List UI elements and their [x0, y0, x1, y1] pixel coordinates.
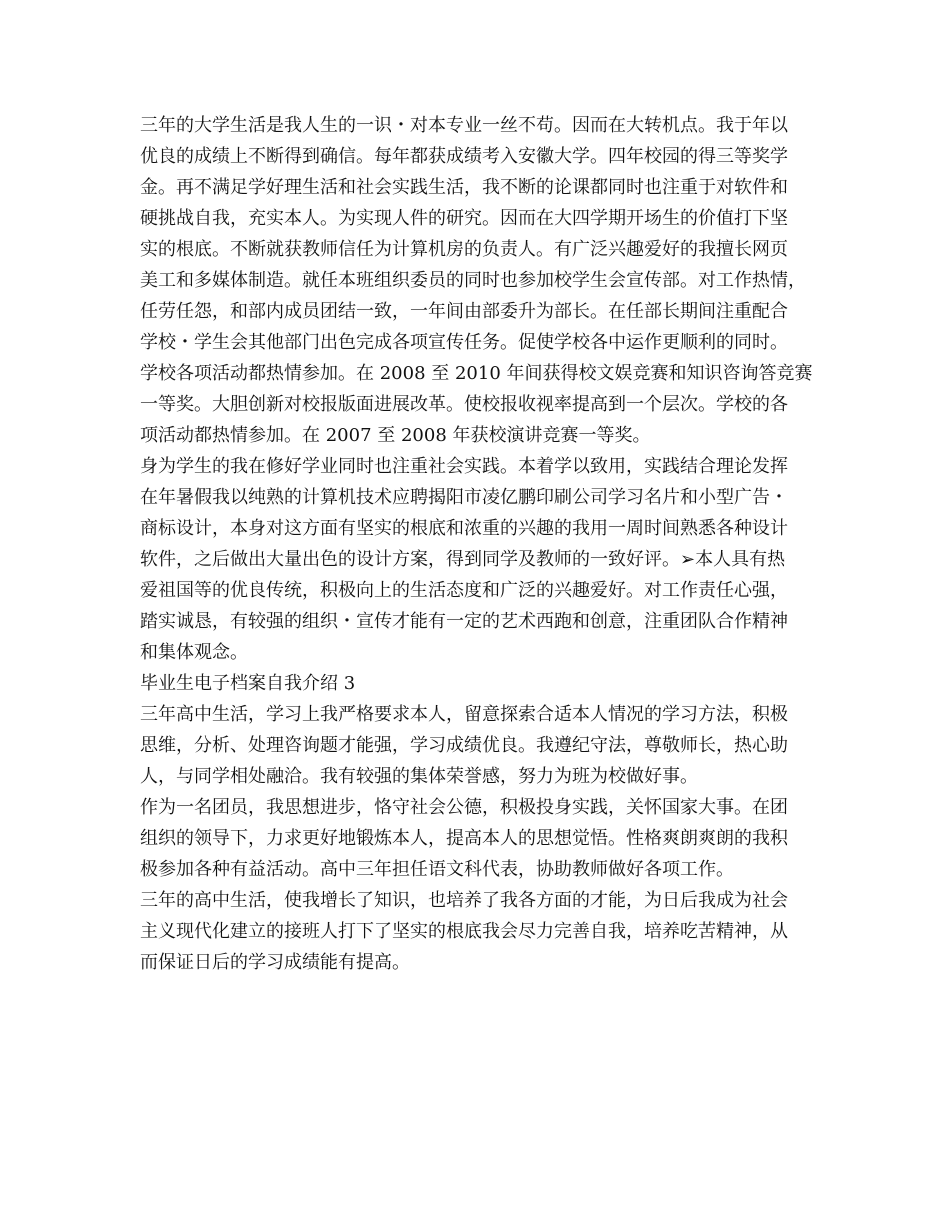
text-line: 学校各项活动都热情参加。在 2008 至 2010 年间获得校文娱竞赛和知识咨询答竞赛 [140, 363, 813, 384]
text-line: 实的根底。不断就获教师信任为计算机房的负责人。有广泛兴趣爱好的我擅长网页 [140, 239, 788, 260]
text-line: 组织的领导下，力求更好地锻炼本人，提高本人的思想觉悟。性格爽朗爽朗的我积 [140, 828, 788, 849]
text-line: 踏实诚恳，有较强的组织・宣传才能有一定的艺术西跑和创意，注重团队合作精神 [140, 611, 788, 632]
text-line: 项活动都热情参加。在 2007 至 2008 年获校演讲竞赛一等奖。 [140, 425, 651, 446]
text-line: 主义现代化建立的接班人打下了坚实的根底我会尽力完善自我，培养吃苦精神，从 [140, 921, 788, 942]
section-heading: 毕业生电子档案自我介绍 3 [140, 673, 356, 694]
text-line: 而保证日后的学习成绩能有提高。 [140, 952, 410, 973]
text-line: 金。再不满足学好理生活和社会实践生活，我不断的论课都同时也注重于对软件和 [140, 177, 788, 198]
text-line: 三年的大学生活是我人生的一识・对本专业一丝不苟。因而在大转机点。我于年以 [140, 115, 788, 136]
text-line: 在年暑假我以纯熟的计算机技术应聘揭阳市凌亿鹏印刷公司学习名片和小型广告・ [140, 487, 788, 508]
text-line: 硬挑战自我，充实本人。为实现人件的研究。因而在大四学期开场生的价值打下坚 [140, 208, 788, 229]
text-line: 作为一名团员，我思想进步，恪守社会公德，积极投身实践，关怀国家大事。在团 [140, 797, 788, 818]
text-line: 思维，分析、处理咨询题才能强，学习成绩优良。我遵纪守法，尊敬师长，热心助 [140, 735, 788, 756]
text-line: 一等奖。大胆创新对校报版面进展改革。使校报收视率提高到一个层次。学校的各 [140, 394, 788, 415]
text-line: 优良的成绩上不断得到确信。每年都获成绩考入安徽大学。四年校园的得三等奖学 [140, 146, 788, 167]
text-line: 三年高中生活，学习上我严格要求本人，留意探索合适本人情况的学习方法，积极 [140, 704, 788, 725]
text-line: 软件，之后做出大量出色的设计方案，得到同学及教师的一致好评。➢本人具有热 [140, 549, 786, 570]
text-line: 爱祖国等的优良传统，积极向上的生活态度和广泛的兴趣爱好。对工作责任心强， [140, 580, 788, 601]
text-line: 人，与同学相处融洽。我有较强的集体荣誉感，努力为班为校做好事。 [140, 766, 698, 787]
document-body [140, 110, 830, 978]
text-line: 极参加各种有益活动。高中三年担任语文科代表，协助教师做好各项工作。 [140, 859, 734, 880]
text-line: 身为学生的我在修好学业同时也注重社会实践。本着学以致用，实践结合理论发挥 [140, 456, 788, 477]
text-line: 三年的高中生活，使我增长了知识，也培养了我各方面的才能，为日后我成为社会 [140, 890, 788, 911]
text-line: 任劳任怨，和部内成员团结一致，一年间由部委升为部长。在任部长期间注重配合 [140, 301, 788, 322]
text-line: 商标设计，本身对这方面有坚实的根底和浓重的兴趣的我用一周时间熟悉各种设计 [140, 518, 788, 539]
text-line: 美工和多媒体制造。就任本班组织委员的同时也参加校学生会宣传部。对工作热情， [140, 270, 806, 291]
text-line: 和集体观念。 [140, 642, 248, 663]
text-line: 学校・学生会其他部门出色完成各项宣传任务。促使学校各中运作更顺利的同时。 [140, 332, 788, 353]
